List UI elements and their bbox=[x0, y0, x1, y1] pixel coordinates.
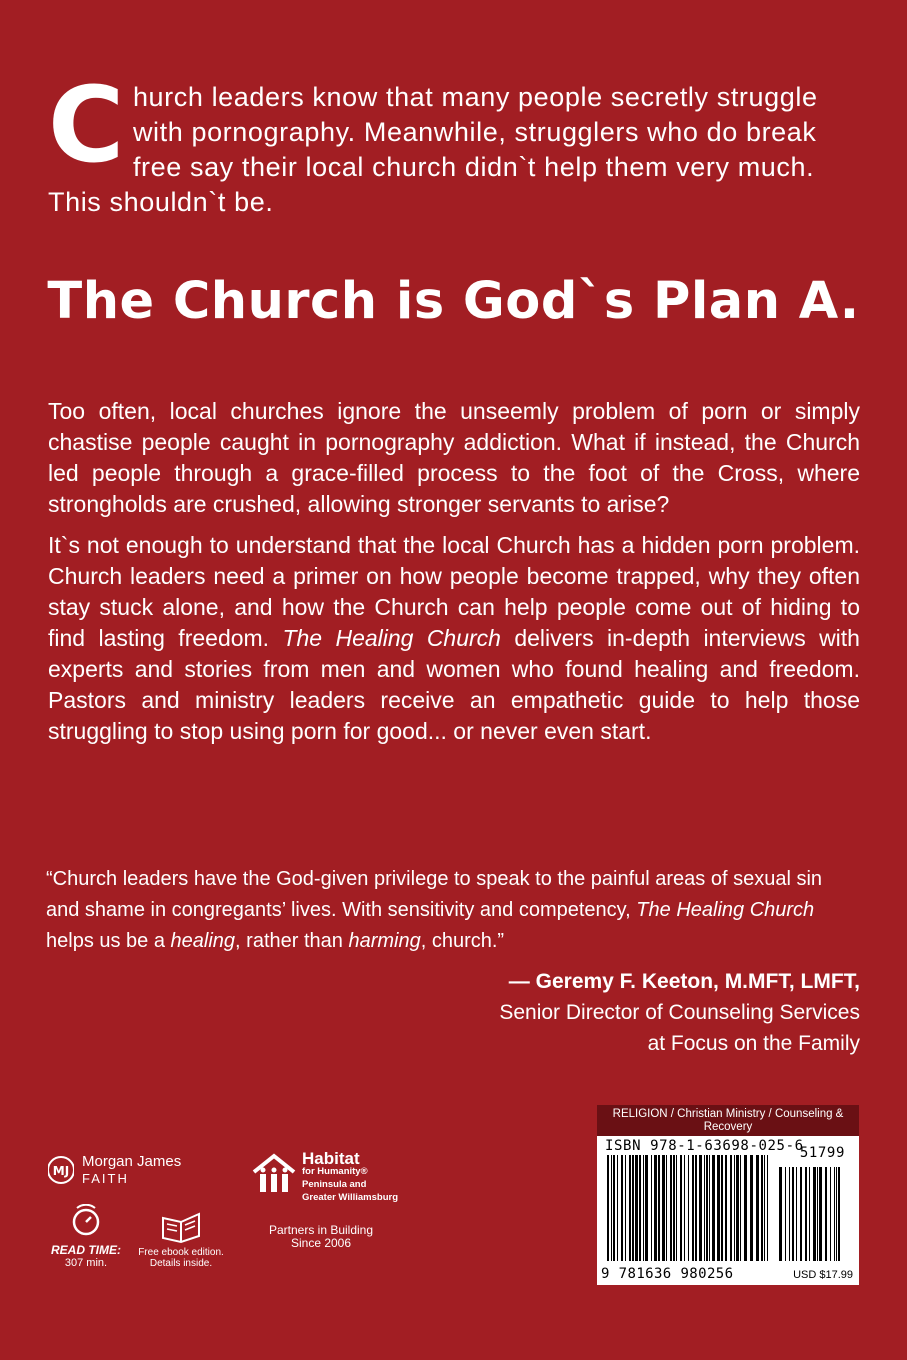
quote-text: “Church leaders have the God-given privilege to speak to the painful areas of sexual sin and shame in congregants’ lives. With sensitivity and competency, bbox=[46, 868, 823, 921]
isbn-barcode-box bbox=[597, 1105, 859, 1285]
intro-text: hurch leaders know that many people secretly struggle with pornography. Meanwhile, strugglers who do break free say their local church didn`t help them very much. This shouldn`t be. bbox=[48, 82, 818, 217]
free-ebook bbox=[134, 1210, 228, 1269]
publisher-imprint: FAITH bbox=[82, 1171, 129, 1186]
price: USD $17.99 bbox=[793, 1269, 853, 1281]
description bbox=[48, 396, 860, 757]
svg-text:MJ: MJ bbox=[52, 1164, 70, 1178]
barcode-number: 9 781636 980256 bbox=[601, 1266, 734, 1282]
description-paragraph-1: Too often, local churches ignore the unseemly problem of porn or simply chastise people caught in pornography addiction. What if instead, the Church led people through a grace-filled process to the foot of the Cross, where strongholds are crushed, allowing stronger servants to arise? bbox=[48, 398, 860, 517]
quote-text: , church.” bbox=[420, 930, 505, 952]
habitat-name: Habitat bbox=[302, 1149, 360, 1168]
endorser-role: Senior Director of Counseling Services bbox=[499, 1001, 860, 1024]
partners-line: Since 2006 bbox=[290, 1236, 352, 1250]
headline: The Church is God`s Plan A. bbox=[47, 272, 860, 331]
quote-text: helps us be a bbox=[46, 930, 171, 952]
quote-emphasis: harming bbox=[348, 930, 421, 952]
book-title: The Healing Church bbox=[282, 625, 501, 651]
quote-emphasis: healing bbox=[170, 930, 236, 952]
drop-cap: C bbox=[48, 64, 125, 186]
description-text: delivers in-depth interviews with experts and stories from men and women who found healing and freedom. Pastors and ministry leaders receive an empathetic guide to help those struggling to stop using porn for good... or never even start. bbox=[48, 625, 860, 744]
habitat-house-icon bbox=[250, 1152, 298, 1196]
barcode-bars bbox=[607, 1155, 845, 1263]
habitat-sub: Peninsula and bbox=[302, 1179, 367, 1190]
endorser-name: — Geremy F. Keeton, M.MFT, LMFT, bbox=[508, 970, 860, 993]
description-text: It`s not enough to understand that the local Church has a hidden porn problem. Church leaders need a primer on how people become trapped, why they often stay stuck alone, and how the Church can help people come out of hiding to find lasting freedom. bbox=[48, 532, 860, 651]
read-time bbox=[48, 1204, 124, 1269]
endorser-organization: at Focus on the Family bbox=[647, 1032, 860, 1055]
endorser-attribution bbox=[499, 966, 860, 1059]
ebook-line: Details inside. bbox=[149, 1258, 213, 1269]
habitat-sub: Greater Williamsburg bbox=[302, 1192, 398, 1203]
open-book-icon bbox=[160, 1210, 202, 1244]
bisac-category: RELIGION / Christian Ministry / Counseling & Recovery bbox=[597, 1105, 859, 1136]
quote-text: , rather than bbox=[235, 930, 349, 952]
morgan-james-logo bbox=[48, 1150, 181, 1190]
book-title: The Healing Church bbox=[636, 899, 815, 921]
partners-note bbox=[258, 1224, 384, 1250]
read-time-value: 307 min. bbox=[64, 1257, 108, 1269]
ebook-line: Free ebook edition. bbox=[138, 1247, 224, 1258]
stopwatch-icon bbox=[69, 1204, 103, 1238]
read-time-label: READ TIME: bbox=[51, 1243, 121, 1257]
habitat-sub: for Humanity® bbox=[302, 1166, 368, 1177]
description-paragraph-2 bbox=[48, 530, 860, 747]
habitat-logo bbox=[250, 1149, 398, 1204]
isbn-text: ISBN 978-1-63698-025-6 bbox=[605, 1138, 804, 1154]
endorsement-quote bbox=[46, 864, 860, 957]
partners-line: Partners in Building bbox=[268, 1223, 374, 1237]
morgan-james-mark-icon bbox=[48, 1150, 74, 1190]
intro-paragraph bbox=[48, 64, 860, 220]
price-addon-code: 51799 bbox=[799, 1145, 845, 1161]
publisher-name: Morgan James bbox=[82, 1153, 182, 1170]
